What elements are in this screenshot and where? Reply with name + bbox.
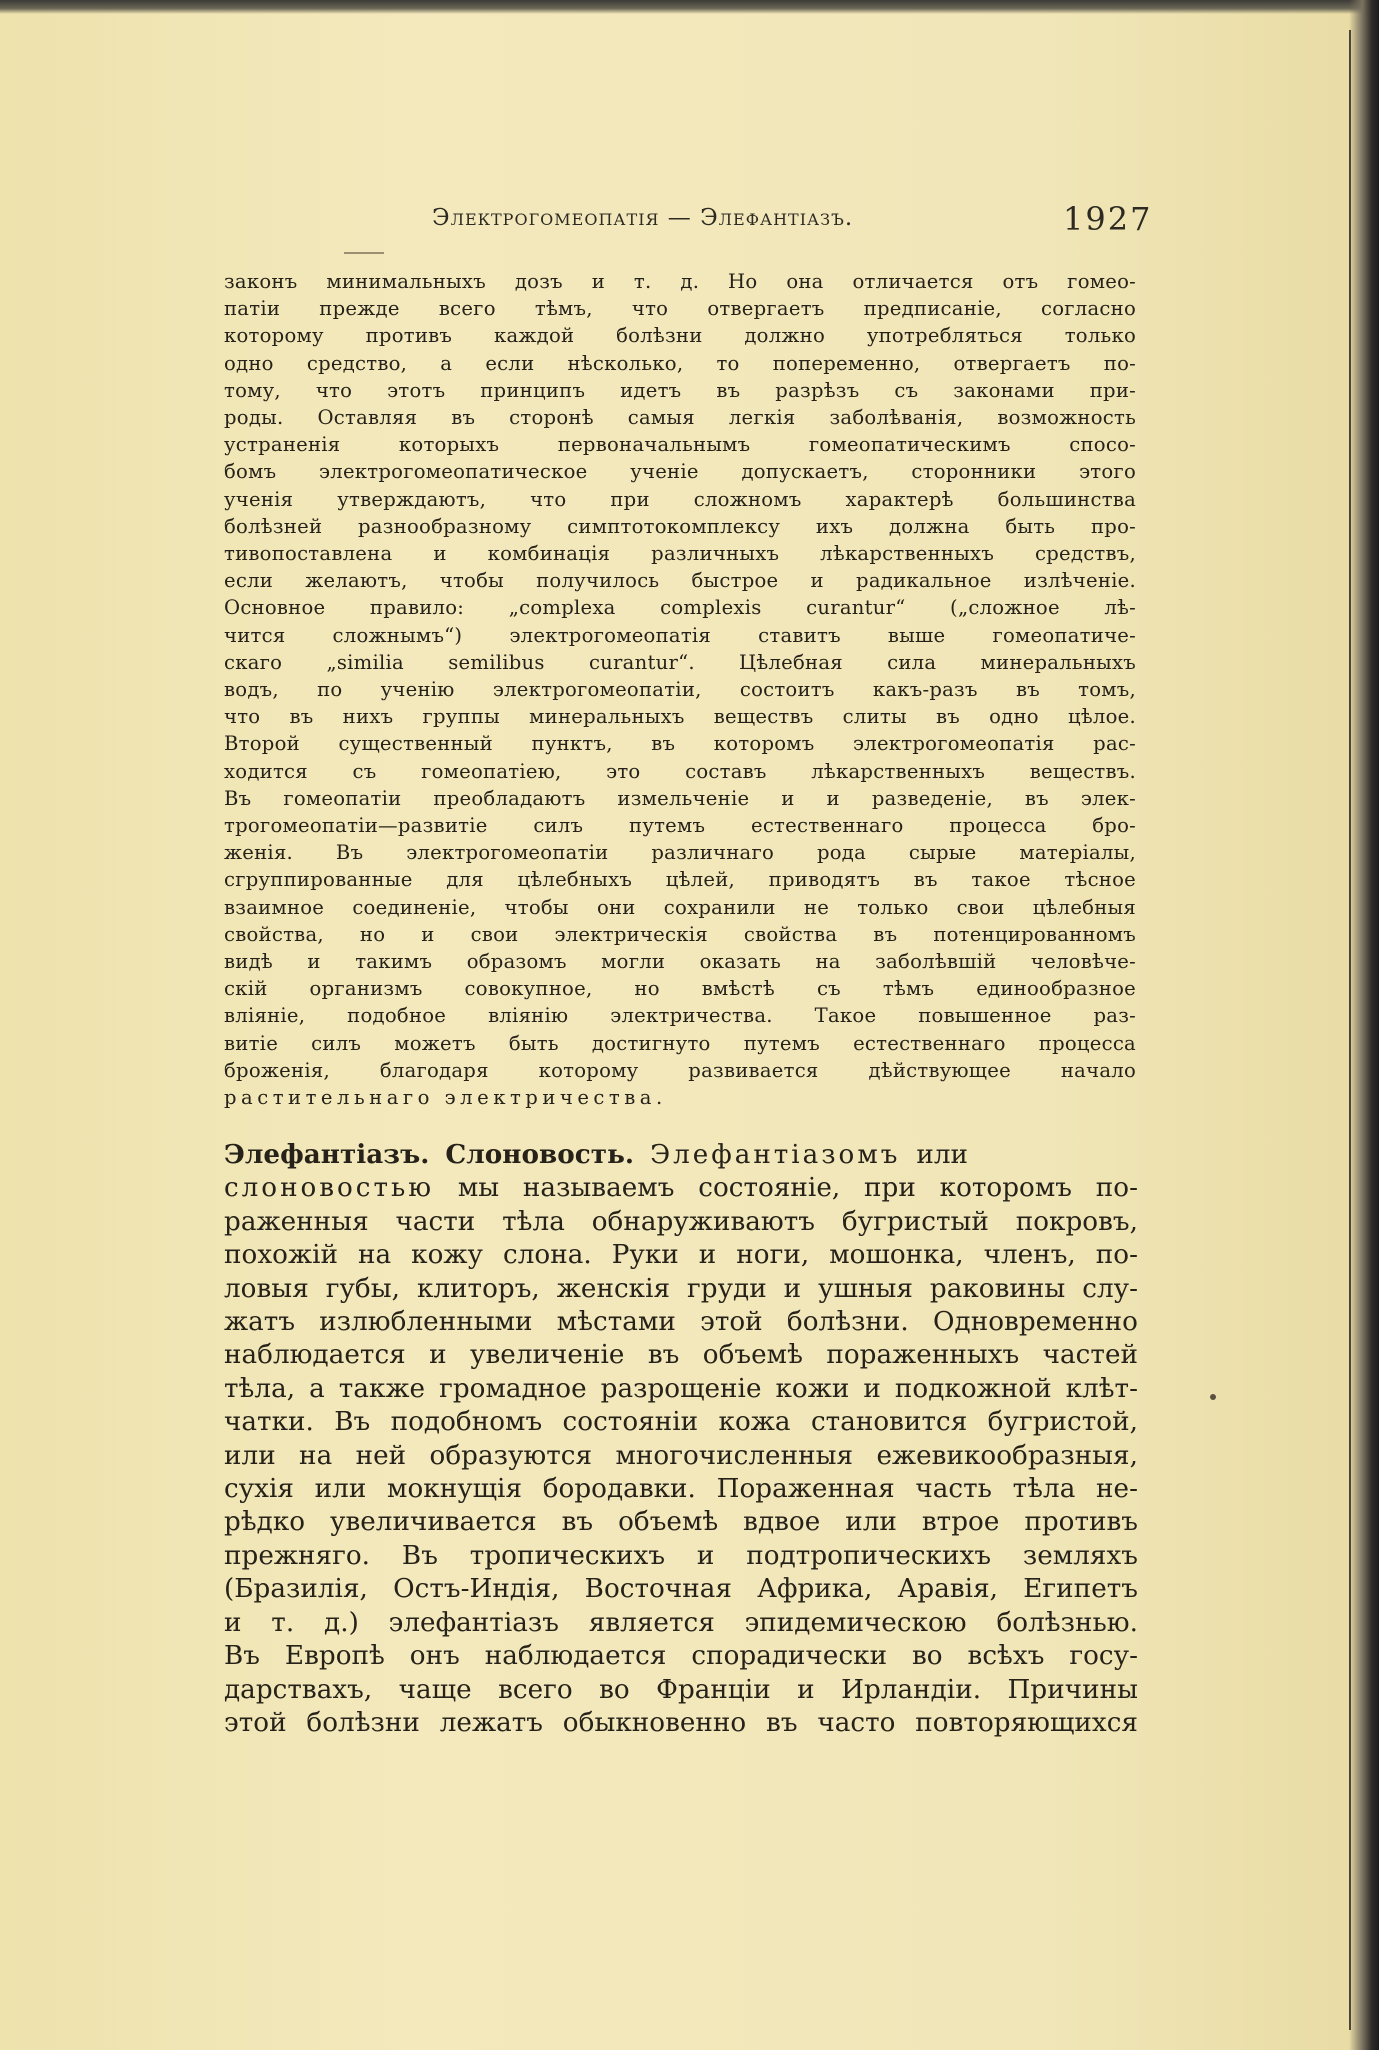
text-line: трогомеопатіи—развитіе силъ путемъ естественнаго процесса бро-	[224, 814, 1136, 838]
page-edge-rule	[1349, 30, 1351, 2030]
article-line	[224, 1172, 1138, 1205]
article-line: жатъ излюбленными мѣстами этой болѣзни. Одновременно	[224, 1307, 1138, 1338]
text-line: патіи прежде всего тѣмъ, что отвергаетъ предписаніе, согласно	[224, 297, 1136, 321]
text-line: которому противъ каждой болѣзни должно употребляться только	[224, 324, 1136, 348]
article-line: этой болѣзни лежатъ обыкновенно въ часто повторяющихся	[224, 1707, 1138, 1738]
article-line: прежняго. Въ тропическихъ и подтропическихъ земляхъ	[224, 1540, 1138, 1571]
text-line: устраненія которыхъ первоначальнымъ гомеопатическимъ спосо-	[224, 433, 1136, 457]
text-line: роды. Оставляя въ сторонѣ самыя легкія заболѣванія, возможность	[224, 406, 1136, 430]
text-line: взаимное соединеніе, чтобы они сохранили не только свои цѣлебныя	[224, 895, 1136, 919]
electrohomeopathy-text-block	[224, 268, 1136, 1111]
text-line: броженія, благодаря которому развивается дѣйствующее начало	[224, 1058, 1136, 1082]
page-number: 1927	[1063, 200, 1153, 238]
text-line: витіе силъ можетъ быть достигнуто путемъ естественнаго процесса	[224, 1031, 1136, 1055]
article-line: дарствахъ, чаще всего во Франціи и Ирландіи. Причины	[224, 1674, 1138, 1705]
elephantiasis-article	[224, 1138, 1138, 1740]
text-line: скій организмъ совокупное, но вмѣстѣ съ тѣмъ единообразное	[224, 977, 1136, 1001]
article-second-term: слоновостью	[224, 1173, 435, 1204]
text-line: водъ, по ученію электрогомеопатіи, состоитъ какъ-разъ въ томъ,	[224, 678, 1136, 702]
text-line: ходится съ гомеопатіею, это составъ лѣкарственныхъ веществъ.	[224, 759, 1136, 783]
text-line: женія. Въ электрогомеопатіи различнаго рода сырые матеріалы,	[224, 841, 1136, 865]
article-line: или на ней образуются многочисленныя ежевикообразныя,	[224, 1440, 1138, 1471]
article-line: похожій на кожу слона. Руки и ноги, мошонка, членъ, по-	[224, 1240, 1138, 1271]
text-line: Основное правило: „complexa complexis curantur“ („сложное лѣ-	[224, 596, 1136, 620]
text-line: чится сложнымъ“) электрогомеопатія ставитъ выше гомеопатиче-	[224, 623, 1136, 647]
text-line: болѣзней разнообразному симптотокомплексу ихъ должна быть про-	[224, 514, 1136, 538]
text-line: тому, что этотъ принципъ идетъ въ разрѣзъ съ законами при-	[224, 378, 1136, 402]
text-line: видѣ и такимъ образомъ могли оказать на заболѣвшій человѣче-	[224, 950, 1136, 974]
text-line: скаго „similia semilibus curantur“. Цѣлебная сила минеральныхъ	[224, 650, 1136, 674]
article-line: раженныя части тѣла обнаруживаютъ бугристый покровъ,	[224, 1206, 1138, 1237]
text-line: сгруппированные для цѣлебныхъ цѣлей, приводятъ въ такое тѣсное	[224, 868, 1136, 892]
article-line: и т. д.) элефантіазъ является эпидемическою болѣзнью.	[224, 1607, 1138, 1638]
article-heading-line	[224, 1138, 1138, 1172]
text-line: свойства, но и свои электрическія свойства въ потенцированномъ	[224, 922, 1136, 946]
header-dash	[344, 252, 384, 254]
article-heading-synonym: Слоновость.	[445, 1139, 635, 1170]
article-second-line-rest: мы называемъ состояніе, при которомъ по-	[457, 1173, 1139, 1204]
text-line: одно средство, а если нѣсколько, то попеременно, отвергаетъ по-	[224, 351, 1136, 375]
article-line: ловыя губы, клиторъ, женскія груди и ушныя раковины слу-	[224, 1273, 1138, 1304]
scan-right-edge	[1349, 0, 1379, 2050]
text-line: что въ нихъ группы минеральныхъ веществъ слиты въ одно цѣлое.	[224, 705, 1136, 729]
article-line: чатки. Въ подобномъ состояніи кожа становится бугристой,	[224, 1407, 1138, 1438]
running-title: Электрогомеопатія — Элефантіазъ.	[432, 205, 854, 231]
article-line: Въ Европѣ онъ наблюдается спорадически во всѣхъ госу-	[224, 1641, 1138, 1672]
text-line: ученія утверждаютъ, что при сложномъ характерѣ большинства	[224, 487, 1136, 511]
text-line: бомъ электрогомеопатическое ученіе допускаетъ, сторонники этого	[224, 460, 1136, 484]
text-line: если желаютъ, чтобы получилось быстрое и радикальное излѣченіе.	[224, 569, 1136, 593]
text-line: тивопоставлена и комбинація различныхъ лѣкарственныхъ средствъ,	[224, 542, 1136, 566]
article-line: рѣдко увеличивается въ объемѣ вдвое или втрое противъ	[224, 1507, 1138, 1538]
text-line: законъ минимальныхъ дозъ и т. д. Но она отличается отъ гомео-	[224, 270, 1136, 293]
text-line: Въ гомеопатіи преобладаютъ измельченіе и и разведеніе, въ элек-	[224, 786, 1136, 810]
scan-top-shadow	[0, 0, 1379, 14]
text-line-last: растительнаго электричества.	[224, 1086, 667, 1110]
article-line: наблюдается и увеличеніе въ объемѣ пораженныхъ частей	[224, 1340, 1138, 1371]
margin-ink-speck	[1210, 1394, 1216, 1400]
article-term: Элефантіазомъ	[650, 1140, 901, 1170]
article-heading: Элефантіазъ.	[224, 1139, 430, 1170]
text-line: вліяніе, подобное вліянію электричества. Такое повышенное раз-	[224, 1004, 1136, 1028]
article-line: (Бразилія, Остъ-Индія, Восточная Африка, Аравія, Египетъ	[224, 1574, 1138, 1605]
article-first-line-tail: или	[916, 1140, 969, 1170]
article-line: тѣла, а также громадное разрощеніе кожи и подкожной клѣт-	[224, 1373, 1138, 1404]
article-line: сухія или мокнущія бородавки. Пораженная часть тѣла не-	[224, 1474, 1138, 1505]
text-line: Второй существенный пунктъ, въ которомъ электрогомеопатія рас-	[224, 732, 1136, 756]
